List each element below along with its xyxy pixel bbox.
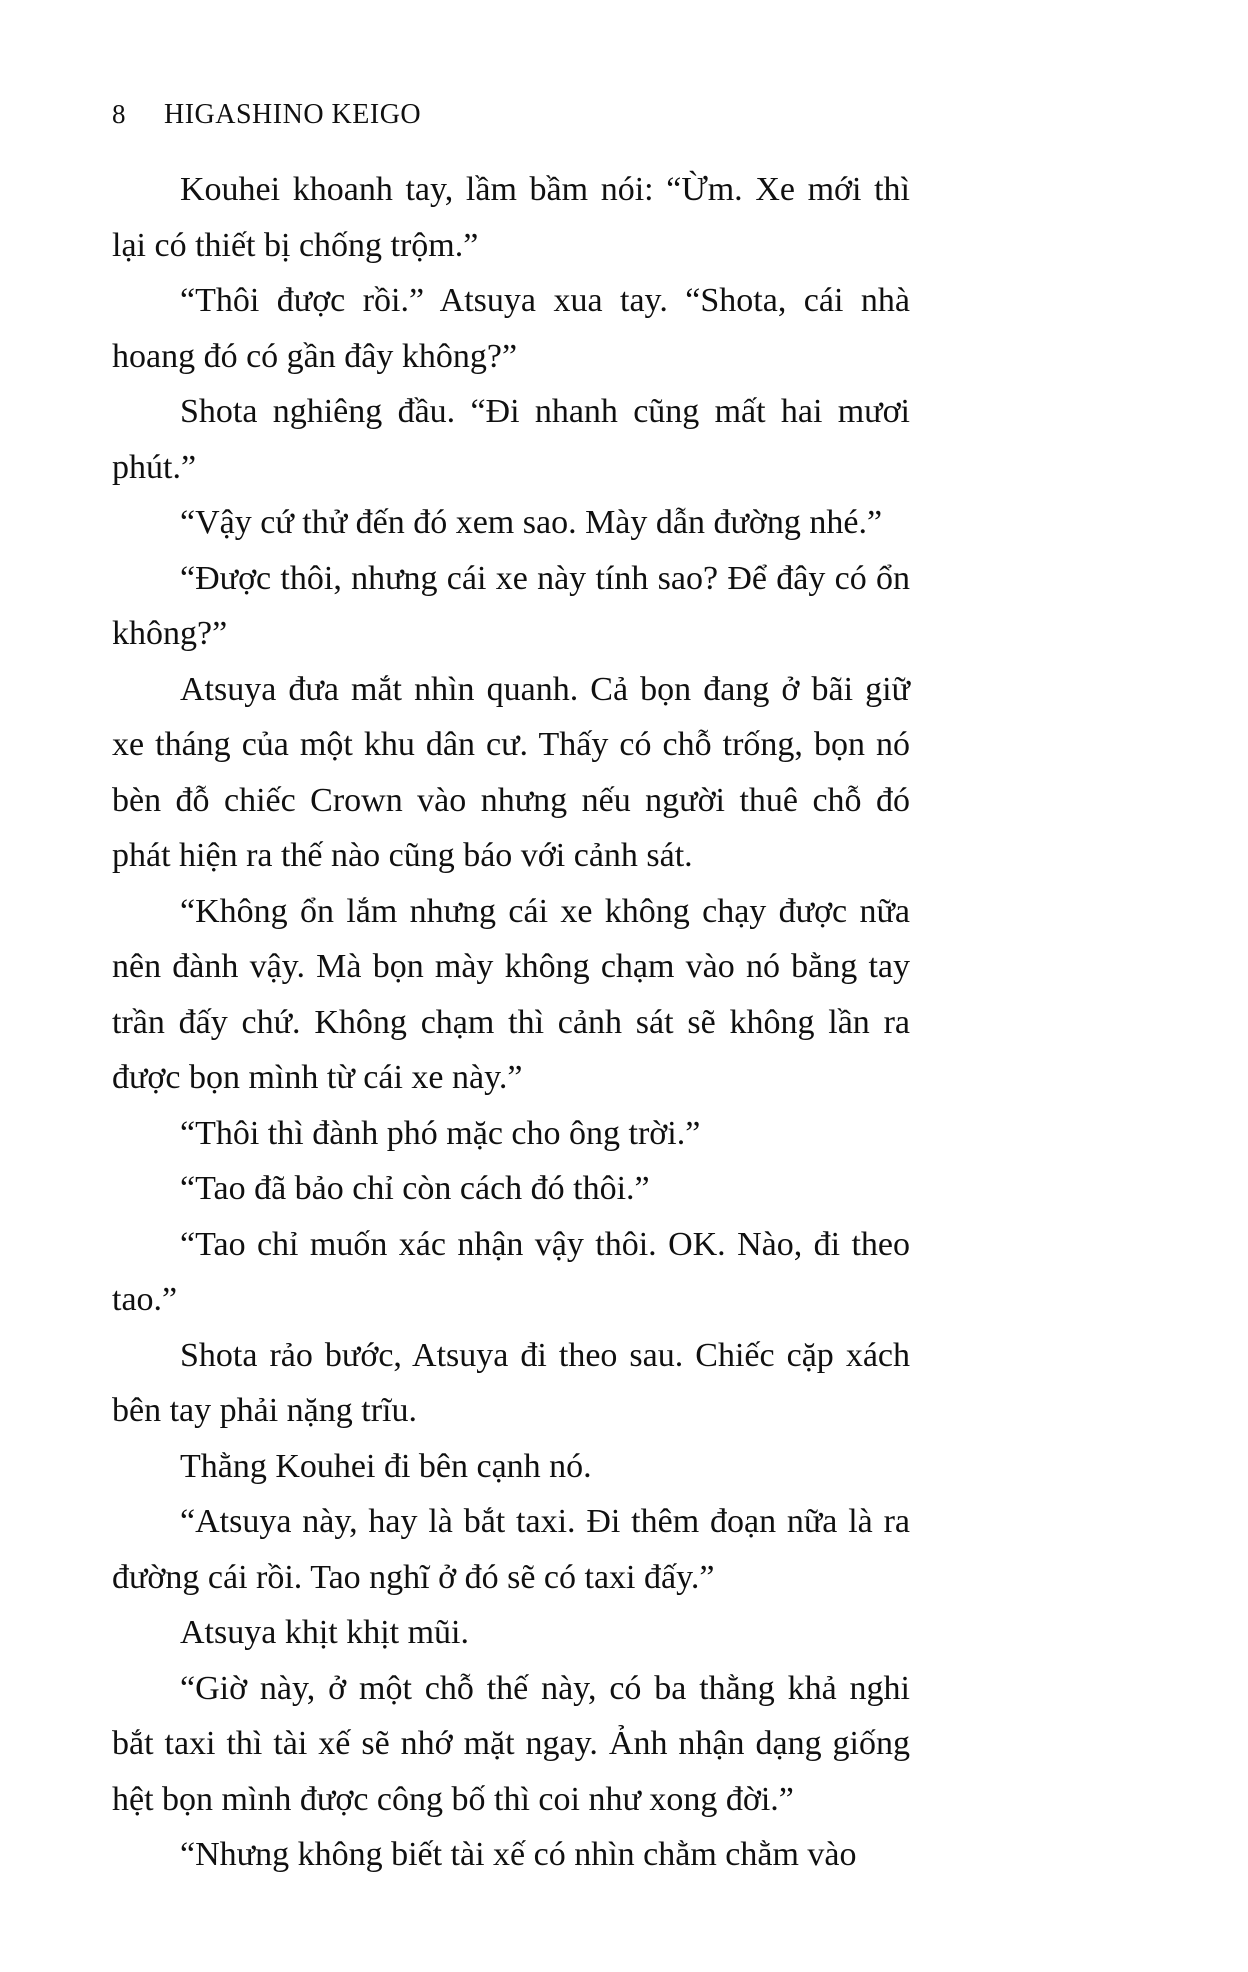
paragraph: “Atsuya này, hay là bắt taxi. Đi thêm đoạn nữa là ra đường cái rồi. Tao nghĩ ở đó sẽ có taxi đấy.” — [112, 1503, 910, 1596]
running-head-author: HIGASHINO KEIGO — [164, 99, 422, 130]
paragraph: Kouhei khoanh tay, lầm bầm nói: “Ừm. Xe mới thì lại có thiết bị chống trộm.” — [112, 171, 910, 264]
paragraph: “Thôi thì đành phó mặc cho ông trời.” — [180, 1114, 701, 1152]
paragraph: “Được thôi, nhưng cái xe này tính sao? Để đây có ổn không?” — [112, 559, 910, 652]
paragraph: Atsuya khịt khịt mũi. — [180, 1614, 469, 1651]
paragraph: Shota rảo bước, Atsuya đi theo sau. Chiếc cặp xách bên tay phải nặng trĩu. — [112, 1336, 910, 1429]
paragraph: Thằng Kouhei đi bên cạnh nó. — [180, 1447, 592, 1485]
running-header — [112, 99, 421, 131]
paragraph: “Giờ này, ở một chỗ thế này, có ba thằng khả nghi bắt taxi thì tài xế sẽ nhớ mặt ngay. Ảnh nhận dạng giống hệt bọn mình được công bố thì coi như xong đời.” — [112, 1669, 910, 1818]
paragraph: “Vậy cứ thử đến đó xem sao. Mày dẫn đường nhé.” — [180, 504, 883, 541]
paragraph: “Tao đã bảo chỉ còn cách đó thôi.” — [180, 1170, 650, 1207]
paragraph: Shota nghiêng đầu. “Đi nhanh cũng mất hai mươi phút.” — [112, 393, 910, 486]
paragraph: Atsuya đưa mắt nhìn quanh. Cả bọn đang ở bãi giữ xe tháng của một khu dân cư. Thấy có chỗ trống, bọn nó bèn đỗ chiếc Crown vào nhưng nếu người thuê chỗ đó phát hiện ra thế nào cũng báo với cảnh sát. — [112, 670, 910, 874]
page-number: 8 — [112, 99, 126, 129]
paragraph: “Tao chỉ muốn xác nhận vậy thôi. OK. Nào, đi theo tao.” — [112, 1225, 910, 1318]
body-text — [112, 162, 910, 1883]
paragraph: “Thôi được rồi.” Atsuya xua tay. “Shota, cái nhà hoang đó có gần đây không?” — [112, 282, 910, 375]
paragraph: “Không ổn lắm nhưng cái xe không chạy được nữa nên đành vậy. Mà bọn mày không chạm vào nó bằng tay trần đấy chứ. Không chạm thì cảnh sát sẽ không lần ra được bọn mình từ cái xe này.” — [112, 892, 910, 1096]
paragraph: “Nhưng không biết tài xế có nhìn chằm chằm vào — [180, 1836, 857, 1873]
